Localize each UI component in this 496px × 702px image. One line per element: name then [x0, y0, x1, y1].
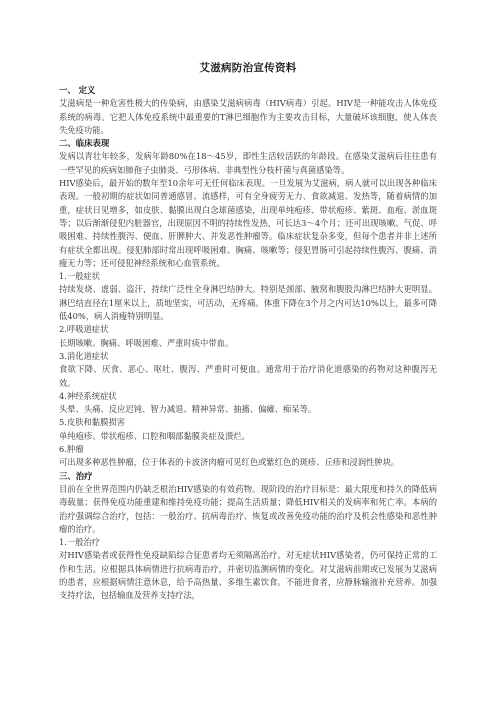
paragraph: 可出现多种恶性肿瘤，位于体表的卡波济肉瘤可见红色或紫红色的斑疹、丘疹和浸润性肿块。 [59, 457, 400, 468]
subheading: 6.肿瘤 [59, 444, 84, 455]
paragraph: 食欲下降、厌食、恶心、呕吐、腹泻、严重时可便血。通常用于治疗消化道感染的药物对这种腹泻无效。 [59, 364, 437, 388]
paragraph: 持续发烧、虚弱、盗汗，持续广泛性全身淋巴结肿大。特别是颈部、腋窝和腹股沟淋巴结肿大更明显。淋巴结直径在1厘米以上，质地坚实，可活动，无疼痛。体重下降在3个月之内可达10%以上，最多可降低40%，病人消瘦特别明显。 [59, 284, 437, 322]
section-heading: 二、临床表现 [59, 138, 110, 149]
section-heading: 一、 定义 [59, 85, 96, 95]
subheading: 1.一般治疗 [59, 537, 101, 548]
section-clinical [59, 137, 437, 469]
paragraph: 头晕、头痛、反应迟钝、智力减退、精神异常、抽搐、偏瘫、痴呆等。 [59, 404, 317, 415]
section-treatment [59, 470, 437, 603]
subheading: 1.一般症状 [59, 271, 101, 282]
document-page [59, 60, 437, 603]
paragraph: 目前在全世界范围内仍缺乏根治HIV感染的有效药物。现阶段的治疗目标是：最大限度和持久的降低病毒载量；获得免疫功能重建和维持免疫功能；提高生活质量；降低HIV相关的发病率和死亡率。本病的治疗强调综合治疗，包括：一般治疗、抗病毒治疗、恢复或改善免疫功能的治疗及机会性感染和恶性肿瘤的治疗。 [59, 483, 437, 534]
paragraph: HIV感染后，最开始的数年至10余年可无任何临床表现。一旦发展为艾滋病，病人就可以出现各种临床表现。一般初期的症状如同普通感冒、流感样，可有全身疲劳无力、食欲减退、发热等，随着病情的加重，症状日见增多，如皮肤、黏膜出现白念球菌感染，出现单纯疱疹、带状疱疹、紫斑、血疱、淤血斑等；以后渐渐侵犯内脏器官，出现原因不明的持续性发热，可长达3～4个月；还可出现咳嗽、气促、呼吸困难、持续性腹泻、便血、肝脾肿大、并发恶性肿瘤等。临床症状复杂多变，但每个患者并非上述所有症状全都出现。侵犯肺部时常出现呼吸困难、胸痛、咳嗽等；侵犯胃肠可引起持续性腹泻、腹痛、消瘦无力等；还可侵犯神经系统和心血管系统。 [59, 178, 437, 268]
section-definition [59, 84, 437, 137]
paragraph: 长期咳嗽、胸痛、呼吸困难、严重时痰中带血。 [59, 337, 234, 348]
section-heading: 三、治疗 [59, 470, 93, 481]
paragraph: 单纯疱疹、带状疱疹、口腔和咽部黏膜炎症及溃烂。 [59, 430, 250, 441]
subheading: 2.呼吸道症状 [59, 324, 109, 335]
paragraph: 发病以青壮年较多，发病年龄80%在18～45岁，即性生活较活跃的年龄段。在感染艾滋病后往往患有一些罕见的疾病如肺孢子虫肺炎、弓形体病、非典型性分枝杆菌与真菌感染等。 [59, 151, 437, 175]
paragraph: 对HIV感染者或获得性免疫缺陷综合征患者均无须隔离治疗。对无症状HIV感染者，仍可保持正常的工作和生活。应根据具体病情进行抗病毒治疗，并密切监测病情的变化。对艾滋病前期或已发展为艾滋病的患者，应根据病情注意休息，给予高热量、多维生素饮食。不能进食者，应静脉输液补充营养。加强支持疗法，包括输血及营养支持疗法， [59, 550, 437, 601]
subheading: 5.皮肤和黏膜损害 [59, 417, 125, 428]
subheading: 4.神经系统症状 [59, 390, 117, 401]
document-title: 艾滋病防治宣传资料 [199, 62, 297, 74]
paragraph: 艾滋病是一种危害性极大的传染病，由感染艾滋病病毒（HIV病毒）引起。HIV是一种能攻击人体免疫系统的病毒。它把人体免疫系统中最重要的T淋巴细胞作为主要攻击目标，大量破坏该细胞，使人体丧失免疫功能。 [59, 98, 437, 135]
subheading: 3.消化道症状 [59, 350, 109, 361]
